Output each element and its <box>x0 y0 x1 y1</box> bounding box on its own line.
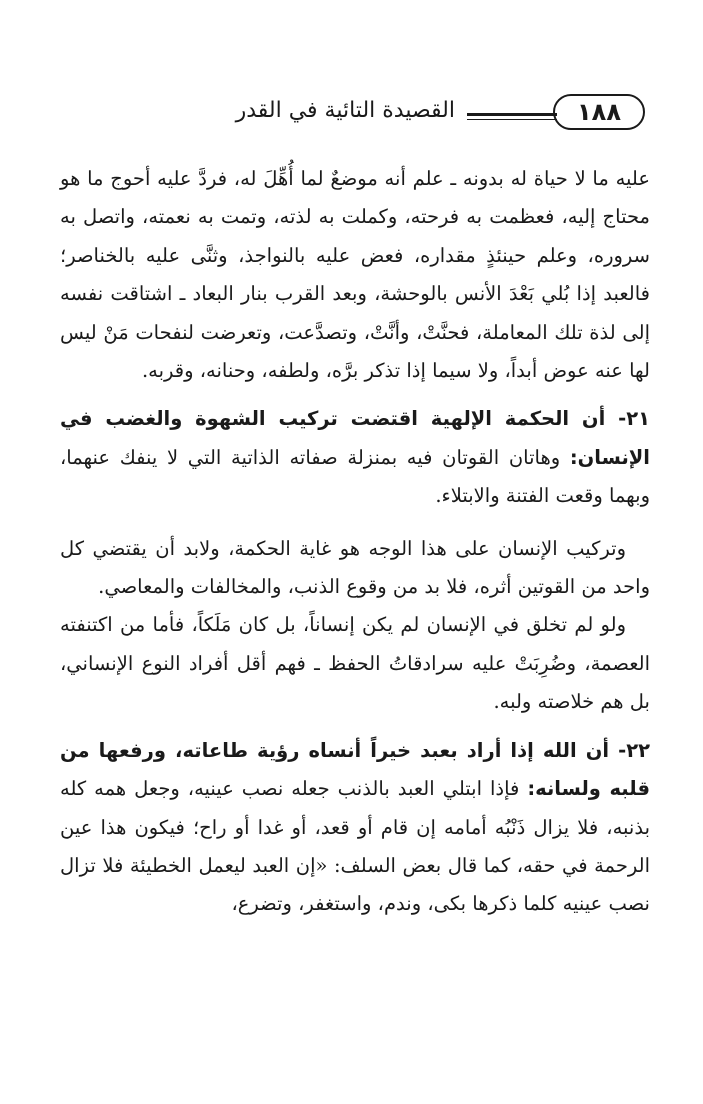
section-21-text: وهاتان القوتان فيه بمنزلة صفاته الذاتية التي لا ينفك عنهما، وبهما وقعت الفتنة والابتلاء. <box>60 445 650 508</box>
section-21 <box>60 400 650 515</box>
page-header <box>60 92 645 136</box>
header-rule-thick <box>467 113 557 116</box>
paragraph-2: وتركيب الإنسان على هذا الوجه هو غاية الحكمة، ولابد أن يقتضي كل واحد من القوتين أثره، فلا بد من وقوع الذنب، والمخالفات والمعاصي. <box>60 536 650 599</box>
section-22-text: فإذا ابتلي العبد بالذنب جعله نصب عينيه، وجعل همه كله بذنبه، فلا يزال ذَنْبُه أمامه إن قام أو قعد، أو غدا أو راح؛ فيكون هذا عين الرحمة في حقه، كما قال بعض السلف: «إن العبد ليعمل الخطيئة فلا تزال نصب عينيه كلما ذكرها بكى، وندم، واستغفر، وتضرع، <box>60 777 650 916</box>
section-21-heading: ٢١- أن الحكمة الإلهية اقتضت تركيب الشهوة والغضب في الإنسان: <box>60 407 650 469</box>
section-22-heading: ٢٢- أن الله إذا أراد بعبد خيراً أنساه رؤية طاعاته، ورفعها من قلبه ولسانه: <box>60 738 650 801</box>
page-number: ١٨٨ <box>553 94 645 130</box>
header-rule-thin <box>467 119 557 120</box>
paragraph-1: عليه ما لا حياة له بدونه ـ علم أنه موضعٌ لما أُهِّلَ له، فردَّ عليه أحوج ما هو محتاج إليه، فعظمت به فرحته، وكملت به لذته، وتمت به نعمته، واتصل به سروره، وعلم حينئذٍ مقداره، فعض عليه بالنواجذ، وثنَّى عليه بالخناصر؛ فالعبد إذا بُلي بَعْدَ الأنس بالوحشة، وبعد القرب بنار البعاد ـ اشتاقت نفسه إلى لذة تلك المعاملة، فحنَّتْ، وأنَّتْ، وتصدَّعت، وتعرضت لنفحات مَنْ ليس لها عنه عوض أبداً، ولا سيما إذا تذكر برَّه، ولطفه، وحنانه، وقربه. <box>60 167 650 383</box>
section-22 <box>60 732 650 924</box>
page-body <box>60 160 650 924</box>
paragraph-3: ولو لم تخلق في الإنسان لم يكن إنساناً، بل كان مَلَكاً، فأما من اكتنفته العصمة، وضُرِبَتْ عليه سرادقاتُ الحفظ ـ فهم أقل أفراد النوع الإنساني، بل هم خلاصته ولبه. <box>60 613 650 714</box>
running-title: القصيدة التائية في القدر <box>235 98 455 123</box>
